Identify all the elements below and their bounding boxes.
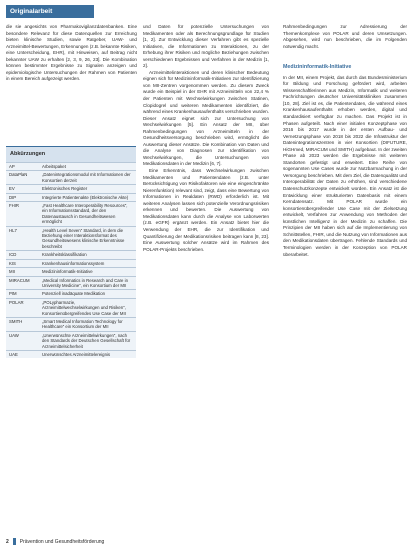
abbreviation-value: Krankenhausinformationssystem — [42, 260, 105, 266]
page-number: 2 — [6, 539, 9, 545]
abbreviation-row — [6, 201, 136, 226]
abbreviation-key: MIRACUM — [9, 277, 30, 283]
abbreviation-row — [6, 289, 136, 297]
page-footer — [6, 538, 407, 546]
abbreviation-value: Potenziell inadäquate Medikation — [42, 291, 106, 297]
abbreviation-row — [6, 298, 136, 317]
body-paragraph: Eine Erkenntnis, dass Wechselwirkungen zwischen Medikamenten und Patientendaten (z.B. unter Berücksichtigung von Risikofaktoren wie eine eingeschränkte Nierenfunktion) relevant sind, zeigt, dass eine Bewertung von Informationen in Realdaten (RWD) erforderlich ist. Mit weiteren Analysen lassen sich potenzielle Verordnungsrisiken erkennen und bewerten. Die Auswertung von Medikationsdaten kann durch die Analyse von Laborwerten (z.B. eGFR) ergänzt werden. Ein Ansatz bietet hier die Verwendung der EHR, die zur Identifikation und Quantifizierung der Medikationsrisiken beitragen kann [8, 23]. Eine Auswertung solcher Ansätze wird im Rahmen des POLAR-Projekts beschrieben. — [143, 168, 269, 252]
abbreviation-value: „POLypharmazie, Arzneimittelwechselwirkungen und Risiken“, Konsortienübergreifendes Use Case der MII — [42, 299, 126, 316]
abbreviation-value: „Datenintegrationsmodul mit Informationen der Konsortien derzeit — [42, 172, 131, 183]
section-label: Originalarbeit — [6, 5, 94, 18]
right-column — [283, 24, 407, 258]
abbreviation-key: FHIR — [9, 203, 20, 209]
abbreviation-row — [6, 350, 136, 358]
body-paragraph: Rahmenbedingungen zur Adressierung der Themenkomplexe von POLAR und deren Umsetzungen. Abgesehen, wird nun beschrieben, die im Folgenden notwendig macht. — [283, 24, 407, 49]
abbreviations-list — [6, 162, 136, 358]
body-paragraph: und Daten für potenzielle Untersuchungen von Medikamenten oder als Berechnungsgrundlage für Studien [1, 2]. Zur Entwicklung dieser Verfahren gibt es spezielle Initiativen, die Informationen zu Interaktionen, zu der Erhebung ihrer Risiken und mögliche Beziehungen zwischen verschiedenen Ergebnissen und Verfahren in der Medizin [1, 2]. — [143, 24, 269, 69]
abbreviation-row — [6, 259, 136, 267]
spacer — [283, 50, 407, 64]
abbreviation-key: DataPlaN — [9, 172, 28, 178]
middle-column — [143, 24, 269, 253]
abbreviation-key: PIM — [9, 291, 17, 297]
abbreviation-key: POLAR — [9, 299, 24, 305]
abbreviation-value: „Fast Healthcare Interoperability Resources“, ein Informationsstandard, der den Datenaustausch in Gesundheitswesen ermöglicht — [42, 203, 128, 225]
abbreviations-title: Abkürzungen — [6, 147, 136, 162]
abbreviation-row — [6, 226, 136, 251]
abbreviation-value: „Smart Medical Information Technology for Healthcare“ ein Konsortium der MII — [42, 318, 123, 330]
abbreviation-key: ICD — [9, 252, 17, 258]
abbreviation-value: Krankheitsklassifikation — [42, 252, 87, 258]
abbreviation-row — [6, 331, 136, 350]
intro-paragraph: die sie angesichts von Pharmakovigilanzdatenbanken. Eine besondere Relevanz für diese Datenquellen zur Erreichung bieten klinische Studien, sowie Ratgeber, UAW- und Arzneimittel-Bewertungen, Erkennungen (z.B. bekannte Risiken, eine Unterscheidung, EHR), mit Hinweisen, auf Beitrag nicht bekannter UAW zu erhalten [2, 3, 9, 26, 23]. Die Kombination können bestimmter Ergebnisse zu Signalen anzeigen und epidemiologische Untersuchungen der Rahmen von Patienten in einem Bereich aufgezeigt werden. — [6, 24, 137, 82]
abbreviation-row — [6, 250, 136, 258]
abbreviation-value: „Medical Informatics in Research and Care in University Medicine“, ein Konsortium der MII — [42, 277, 128, 288]
journal-title: Prävention und Gesundheitsförderung — [19, 539, 105, 545]
abbreviation-key: UAE — [9, 351, 18, 357]
abbreviation-row — [6, 267, 136, 275]
left-column — [6, 24, 137, 83]
abbreviation-key: SMITH — [9, 318, 23, 324]
footer-separator — [13, 538, 16, 545]
abbreviation-row — [6, 193, 136, 201]
body-paragraph: In der MII, einem Projekt, das durch das Bundesministerium für Bildung und Forschung gefördert wird, arbeiten Wissenschaftlerinnen aus Medizin, Informatik und weiteren Fachrichtungen deutscher Universitätskliniken zusammen [10, 28]. Ziel ist es, die Patientendaten, die während eines Krankenhausaufenthalts erhoben werden, digital und standardisiert verfügbar zu machen. Das Projekt ist in Phasen aufgeteilt. Nach einer initialen Konzeptphase von 2016 bis 2017 wurde in der ersten Aufbau- und Vernetzungsphase von 2018 bis 2022 die Infrastruktur der Datenintegrationszentren in vier Konsortien (DIFUTURE, HiGHmed, MIRACUM und SMITH) aufgebaut. In der zweiten Phase ab 2023 werden die Ergebnisse mit weiteren Standorten gefestigt und erweitert. Eine Reihe von sogenannten Use Cases wurde zur Nutzbarmachung in der Versorgung beschrieben. Mit dem Ziel, die Datenqualität und Interoperabilität der Daten zu erhöhen, sind verschiedene Datenschutzkonzepte entwickelt worden. Ein Ansatz ist die Entwicklung einer strukturierten Datenbasis mit einem Kerndatensatz. Mit POLAR wurde ein konsortienübergreifender Use Case mit der Zielsetzung entwickelt, Verfahren zur Anwendung von Methoden der künstlichen Intelligenz in der Medizin zu schaffen. Die Prinzipien der MII haben sich auf die Implementierung von Schnittstellen, FHIR, und die Nutzung von Informationen aus den Medikationsdaten übertragen. Fehlende Standards und Terminologien werden in der Konzeption von POLAR überarbeitet. — [283, 74, 407, 257]
abbreviation-key: MII — [9, 269, 15, 275]
abbreviation-value: Integrierte Patientenakte (Elektronische Akte) — [42, 194, 129, 200]
abbreviation-key: HL7 — [9, 227, 17, 233]
abbreviation-row — [6, 317, 136, 331]
abbreviation-row — [6, 170, 136, 184]
abbreviation-key: UAW — [9, 332, 19, 338]
abbreviation-row — [6, 184, 136, 192]
abbreviation-value: „Unerwünschte Arzneimittelwirkungen“, nach den Standards der Deutschen Gesellschaft für Arzneimittelsicherheit — [42, 332, 131, 349]
abbreviation-key: EV — [9, 186, 15, 192]
abbreviation-value: Arbeitspaket — [42, 164, 66, 169]
body-paragraph: Arzneimittelinteraktionen und deren klinischer Bedeutung eignen sich für Medizininformatik-Initiativen zur Identifizierung von MII-Zentren vorgenommen werden. Zu diesem Zweck wurde ein Beispiel in der EHR mit Arzneimitteln von 22,4 % der Patienten mit Wechselwirkungen zwischen Statinen, Clopidogrel und weiteren Medikamenten identifiziert, die während eines Krankenhausaufenthalts verschrieben wurden. Dieser Ansatz eignet sich zur Untersuchung von Wechselwirkungen [5]. Ein Ansatz der MII, über Rahmenbedingungen von Arzneimitteln in der Gesundheitsversorgung beschrieben wird, ermöglicht die Auswertung dieser Ansätze. Die Kombination von Daten und die Analyse von Diagnosen zur Identifikation von Wechselwirkungen, die Untersuchungen von Medikationsdaten in der Medizin [6, 7]. — [143, 69, 269, 167]
section-heading: Medizininformatik-Initiative — [283, 64, 352, 71]
abbreviation-value: Unerwünschtes Arzneimittelereignis — [42, 351, 111, 357]
abbreviation-key: AP — [9, 164, 15, 169]
abbreviations-box — [6, 146, 136, 358]
abbreviation-value: „Health Level Seven“ Standard, in dem die Beziehung einer Interaktionsformat des Gesundheitswesens klinische Erkenntnisse beschreibt — [42, 227, 125, 249]
abbreviation-row — [6, 162, 136, 170]
abbreviation-value: Medizininformatik-Initiative — [42, 269, 93, 275]
abbreviation-key: DIP — [9, 194, 17, 200]
abbreviation-row — [6, 276, 136, 290]
abbreviation-value: Elektronisches Register — [42, 186, 88, 192]
abbreviation-key: KIS — [9, 260, 16, 266]
